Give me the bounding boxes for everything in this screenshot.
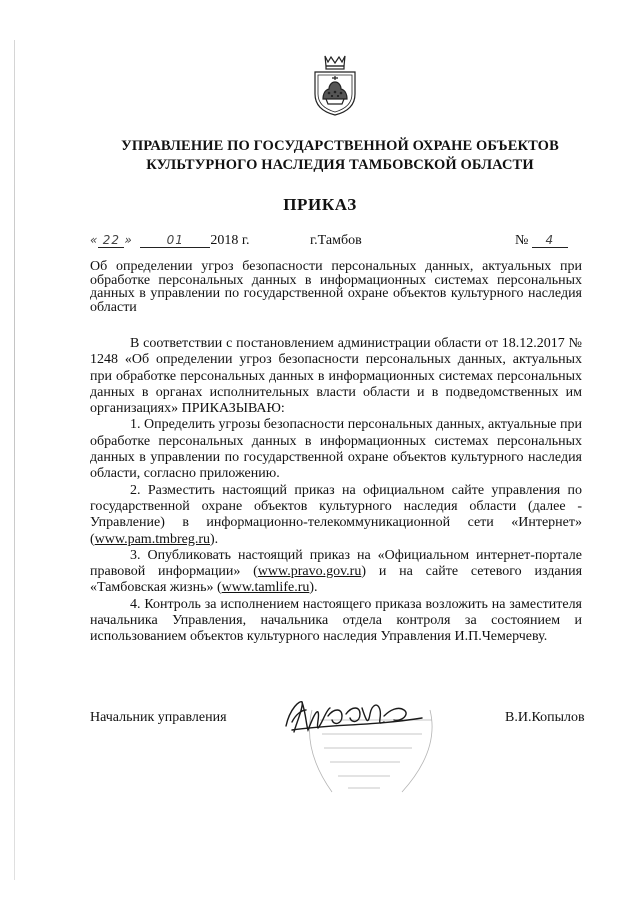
document-date — [90, 233, 249, 249]
body-item-3-end: ). — [309, 580, 318, 596]
link-tamlife[interactable]: www.tamlife.ru — [221, 580, 310, 596]
body-item-3 — [90, 548, 582, 597]
document-subject: Об определении угроз безопасности персональных данных, актуальных при обработке персональных данных в информационных системах персональных данных в управлении по государственной охране объектов культурного наследия области — [90, 259, 582, 315]
date-day: 22 — [98, 233, 124, 248]
body-item-2-end: ). — [210, 531, 219, 547]
document-number — [515, 233, 568, 249]
date-open-quote: « — [90, 233, 99, 247]
number-label: № — [515, 233, 529, 248]
signatory-role: Начальник управления — [90, 710, 227, 725]
organization-name-line1: УПРАВЛЕНИЕ ПО ГОСУДАРСТВЕННОЙ ОХРАНЕ ОБЪЕКТОВ — [121, 138, 559, 154]
link-pravo-gov[interactable]: www.pravo.gov.ru — [257, 564, 362, 580]
document-city: г.Тамбов — [310, 233, 362, 248]
signature-stamp-icon — [272, 680, 442, 800]
number-value: 4 — [532, 233, 568, 248]
body-item-4: 4. Контроль за исполнением настоящего приказа возложить на заместителя начальника Управления, начальника отдела контроля за состоянием и использованием объектов культурного наследия Управления И.П.Чемерчеву. — [90, 596, 582, 645]
document-body — [90, 336, 582, 646]
date-close-quote: » — [124, 233, 133, 247]
body-item-2 — [90, 483, 582, 548]
body-item-3-text2: ) и на сайте сетевого издания «Тамбовская жизнь» ( — [90, 564, 583, 596]
body-item-1: 1. Определить угрозы безопасности персональных данных, актуальные при обработке персональных данных в информационных системах персональных данных в управлении по государственной охране объектов культурного наследия области, согласно приложению. — [90, 417, 582, 482]
link-pam-tmbreg[interactable]: www.pam.tmbreg.ru — [94, 531, 211, 547]
date-year: 2018 г. — [210, 233, 250, 248]
date-month: 01 — [140, 233, 210, 248]
coat-of-arms-icon — [311, 52, 359, 118]
body-item-3-text1: 3. Опубликовать настоящий приказ на «Официальном интернет-портале правовой информации» ( — [90, 547, 582, 580]
scan-edge-shadow — [14, 40, 15, 880]
organization-name-line2: КУЛЬТУРНОГО НАСЛЕДИЯ ТАМБОВСКОЙ ОБЛАСТИ — [146, 157, 534, 173]
document-type-title: ПРИКАЗ — [283, 195, 357, 214]
signatory-name: В.И.Копылов — [505, 710, 585, 725]
body-item-2-text: 2. Разместить настоящий приказ на официальном сайте управления по государственной охране объектов культурного наследия области (далее - Управление) в информационно-телекоммуникационной сети «Интернет» ( — [90, 482, 582, 547]
organization-name — [60, 137, 620, 175]
body-intro-paragraph: В соответствии с постановлением администрации области от 18.12.2017 № 1248 «Об определении угроз безопасности персональных данных, актуальных при обработке персональных данных в информационных системах персональных данных в органах исполнительных власти области и в подведомственных им организациях» ПРИКАЗЫВАЮ: — [90, 336, 582, 417]
